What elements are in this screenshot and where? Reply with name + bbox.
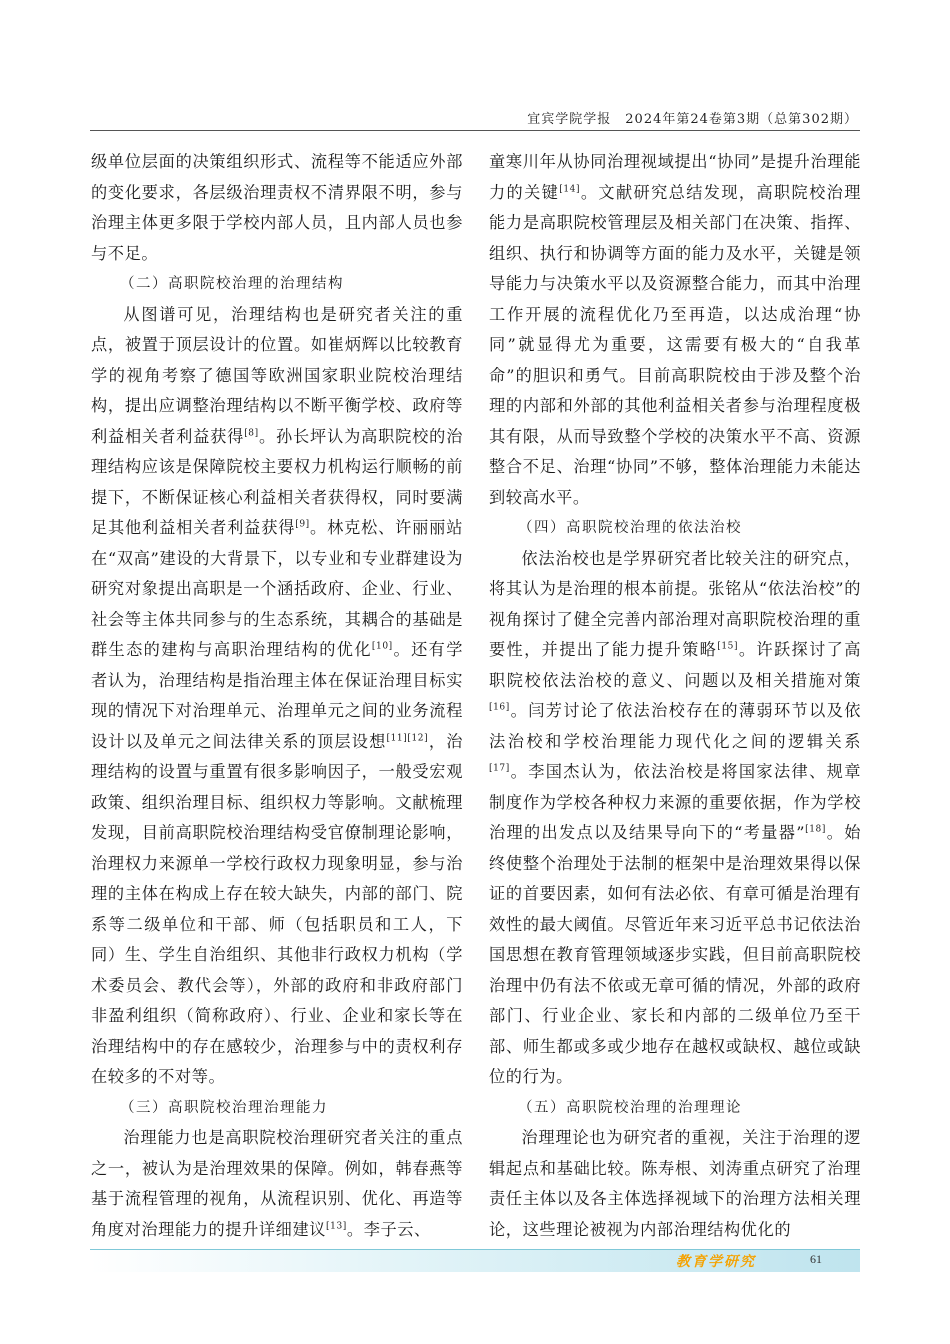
citation: [14] <box>559 184 581 195</box>
section-heading: （二）高职院校治理的治理结构 <box>120 276 344 292</box>
citation: [8] <box>244 428 259 439</box>
section-heading: （五）高职院校治理的治理理论 <box>518 1099 742 1116</box>
section-heading: （三）高职院校治理治理能力 <box>120 1099 328 1116</box>
paragraph: 童寒川年从协同治理视域提出“协同”是提升治理能力的关键[14]。文献研究总结发现，高职院校治理能力是高职院校管理层及相关部门在决策、指挥、组织、执行和协调等方面的能力及水平，关键是领导能力与决策水平以及资源整合能力，而其中治理工作开展的流程优化乃至再造，以达成治理“协同”就显得尤为重要，这需要有极大的“自我革命”的胆识和勇气。目前高职院校由于涉及整个治理的内部和外部的其他利益相关者参与治理程度极其有限，从而导致整个学校的决策水平不高、资源整合不足、治理“协同”不够，整体治理能力未能达到较高水平。 <box>489 152 861 507</box>
citation: [13] <box>326 1221 347 1232</box>
citation: [15] <box>717 641 739 652</box>
citation: [18] <box>805 824 826 835</box>
page-number: 61 <box>810 1252 822 1266</box>
paragraph: 治理理论也为研究者的重视，关注于治理的逻辑起点和基础比较。陈寿根、刘涛重点研究了治理责任主体以及各主体选择视域下的治理方法相关理论，这些理论被视为内部治理结构优化的 <box>489 1128 861 1239</box>
footer-journal-label: 教育学研究 <box>676 1254 756 1270</box>
header-journal-issue: 宜宾学院学报 2024年第24卷第3期（总第302期） <box>527 112 858 127</box>
paragraph: 从图谱可见，治理结构也是研究者关注的重点，被置于顶层设计的位置。如崔炳辉以比较教育学的视角考察了德国等欧洲国家职业院校治理结构，提出应调整治理结构以不断平衡学校、政府等利益相关者利益获得[8]。孙长坪认为高职院校的治理结构应该是保障院校主要权力机构运行顺畅的前提下，不断保证核心利益相关者获得权，同时要满足其他利益相关者利益获得[9]。林克松、许丽丽站在“双高”建设的大背景下，以专业和专业群建设为研究对象提出高职是一个涵括政府、企业、行业、社会等主体共同参与的生态系统，其耦合的基础是群生态的建构与高职治理结构的优化[10]。还有学者认为，治理结构是指治理主体在保证治理目标实现的情况下对治理单元、治理单元之间的业务流程设计以及单元之间法律关系的顶层设想[11][12]，治理结构的设置与重置有很多影响因子，一般受宏观政策、组织治理目标、组织权力等影响。文献梳理发现，目前高职院校治理结构受官僚制理论影响，治理权力来源单一学校行政权力现象明显，参与治理的主体在构成上存在较大缺失，内部的部门、院系等二级单位和干部、师（包括职员和工人，下同）生、学生自治组织、其他非行政权力机构（学术委员会、教代会等），外部的政府和非政府部门非盈利组织（简称政府）、行业、企业和家长等在治理结构中的存在感较少，治理参与中的责权利存在较多的不对等。 <box>91 304 463 1086</box>
citation: [11][12] <box>386 733 429 744</box>
paragraph: 治理能力也是高职院校治理研究者关注的重点之一，被认为是治理效果的保障。例如，韩春燕等基于流程管理的视角，从流程识别、优化、再造等角度对治理能力的提升详细建议[13]。李子云、 <box>91 1128 463 1239</box>
citation: [16] <box>489 702 510 713</box>
paragraph: 级单位层面的决策组织形式、流程等不能适应外部的变化要求，各层级治理责权不清界限不明，参与治理主体更多限于学校内部人员，且内部人员也参与不足。 <box>91 152 463 263</box>
citation: [9] <box>295 519 310 530</box>
running-header <box>90 104 860 131</box>
paragraph: 依法治校也是学界研究者比较关注的研究点，将其认为是治理的根本前提。张铭从“依法治校”的视角探讨了健全完善内部治理对高职院校治理的重要性，并提出了能力提升策略[15]。许跃探讨了高职院校依法治校的意义、问题以及相关措施对策[16]。闫芳讨论了依法治校存在的薄弱环节以及依法治校和学校治理能力现代化之间的逻辑关系[17]。李国杰认为，依法治校是将国家法律、规章制度作为学校各种权力来源的重要依据，作为学校治理的出发点以及结果导向下的“考量器”[18]。始终使整个治理处于法制的框架中是治理效果得以保证的首要因素，如何有法必依、有章可循是治理有效性的最大阈值。尽管近年来习近平总书记依法治国思想在教育管理领域逐步实践，但目前高职院校治理中仍有法不依或无章可循的情况，外部的政府部门、行业企业、家长和内部的二级单位乃至干部、师生都或多或少地存在越权或缺权、越位或缺位的行为。 <box>489 548 861 1086</box>
citation: [17] <box>489 763 510 774</box>
section-heading: （四）高职院校治理的依法治校 <box>518 520 742 536</box>
citation: [10] <box>371 641 393 652</box>
right-column <box>489 147 861 1245</box>
left-column <box>91 147 463 1245</box>
